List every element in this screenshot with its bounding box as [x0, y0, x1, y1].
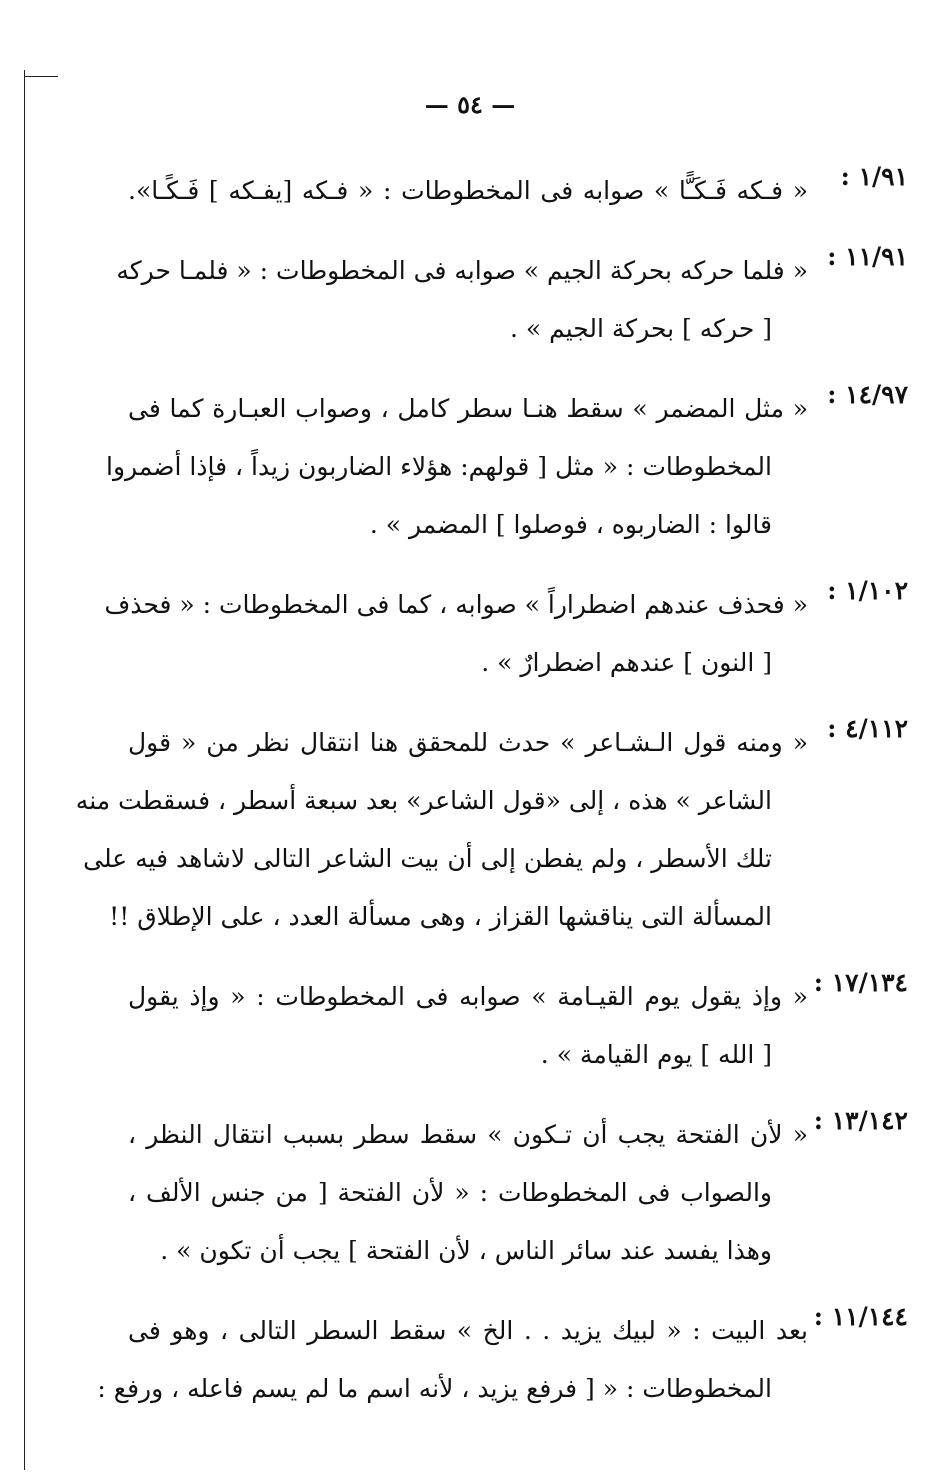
page-binding-tick	[24, 76, 58, 77]
corrections-list	[75, 162, 908, 1440]
correction-text-line: [ الله ] يوم القيامة » .	[540, 1040, 772, 1069]
correction-entry	[128, 162, 908, 220]
correction-reference: ١٤/٩٧ :	[827, 380, 908, 409]
correction-text-line: [ حركه ] بحركة الجيم » .	[509, 314, 772, 343]
correction-entry	[128, 968, 908, 1084]
correction-text-line: « فحذف عندهم اضطراراً » صوابه ، كما فى المخطوطات : « فحذف	[104, 590, 808, 619]
correction-reference: ١١/٩١ :	[827, 242, 908, 271]
correction-text-line: والصواب فى المخطوطات : « لأن الفتحة [ من جنس الألف ،	[128, 1178, 772, 1207]
page-binding-edge	[24, 70, 25, 1470]
correction-entry	[116, 242, 908, 358]
correction-text-line: « فلما حركه بحركة الجيم » صوابه فى المخطوطات : « فلمـا حركه	[116, 256, 808, 285]
correction-text-line: تلك الأسطر ، ولم يفطن إلى أن بيت الشاعر التالى لاشاهد فيه على	[83, 844, 772, 873]
correction-text-line: قالوا : الضاربوه ، فوصلوا ] المضمر » .	[369, 510, 772, 539]
correction-entry	[97, 1302, 908, 1418]
correction-text-line: « وإذ يقول يوم القيـامة » صوابه فى المخطوطات : « وإذ يقول	[128, 982, 808, 1011]
correction-reference: ١/٩١ :	[840, 162, 908, 191]
correction-entry	[106, 380, 908, 554]
correction-text-line: المخطوطات : « [ فرفع يزيد ، لأنه اسم ما لم يسم فاعله ، ورفع :	[97, 1374, 772, 1403]
correction-text-line: « فـكه فَـكَـًّا » صوابه فى المخطوطات : « فـكه [يفـكه ] فَـكًـا».	[128, 176, 808, 205]
correction-text-line: وهذا يفسد عند سائر الناس ، لأن الفتحة ] يجب أن تكون » .	[160, 1236, 772, 1265]
correction-text-line: المخطوطات : « مثل [ قولهم: هؤلاء الضاربون زيداً ، فإذا أضمروا	[106, 452, 772, 481]
page-number: — ٥٤ —	[424, 90, 516, 119]
correction-text-line: « مثل المضمر » سقط هنـا سطر كامل ، وصواب العبـارة كما فى	[128, 394, 808, 423]
correction-text-line: « ومنه قول الـشـاعر » حدث للمحقق هنا انتقال نظر من « قول	[128, 728, 808, 757]
correction-entry	[104, 576, 908, 692]
correction-reference: ١٣/١٤٢ :	[813, 1106, 908, 1135]
correction-text-line: « لأن الفتحة يجب أن تـكون » سقط سطر بسبب انتقال النظر ،	[128, 1120, 808, 1149]
correction-reference: ٤/١١٢ :	[827, 714, 908, 743]
correction-reference: ١٧/١٣٤ :	[813, 968, 908, 997]
correction-reference: ١١/١٤٤ :	[813, 1302, 908, 1331]
correction-text-line: المسألة التى يناقشها القزاز ، وهى مسألة العدد ، على الإطلاق !!	[109, 902, 772, 931]
correction-entry	[75, 714, 908, 946]
correction-text-line: بعد البيت : « لبيك يزيد . . الخ » سقط السطر التالى ، وهو فى	[128, 1316, 808, 1345]
correction-entry	[128, 1106, 908, 1280]
correction-text-line: [ النون ] عندهم اضطرارٌ » .	[481, 648, 772, 677]
correction-text-line: الشاعر » هذه ، إلى «قول الشاعر» بعد سبعة أسطر ، فسقطت منه	[75, 786, 772, 815]
correction-reference: ١/١٠٢ :	[827, 576, 908, 605]
